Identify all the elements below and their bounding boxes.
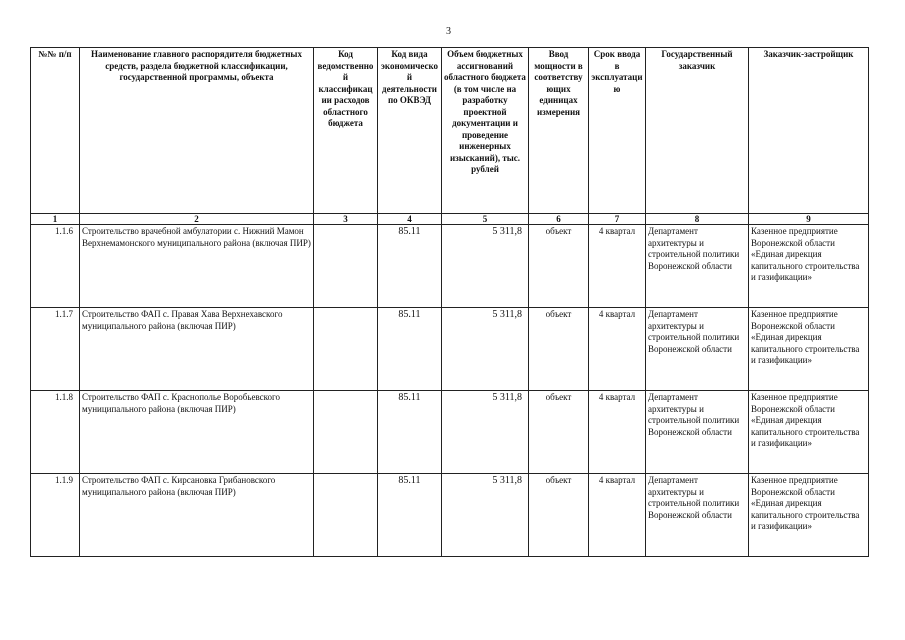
table-row xyxy=(31,474,869,557)
column-number: 2 xyxy=(80,214,314,225)
column-number-row xyxy=(31,214,869,225)
commission-term: 4 квартал xyxy=(589,391,646,474)
capacity-unit: объект xyxy=(529,225,589,308)
commission-term: 4 квартал xyxy=(589,225,646,308)
column-number: 8 xyxy=(646,214,749,225)
commission-term: 4 квартал xyxy=(589,308,646,391)
code-dept xyxy=(314,474,378,557)
object-name: Строительство ФАП с. Краснополье Воробьевского муниципального района (включая ПИР) xyxy=(80,391,314,474)
state-customer: Департамент архитектуры и строительной политики Воронежской области xyxy=(646,391,749,474)
developer: Казенное предприятие Воронежской области «Единая дирекция капитального строительства и газификации» xyxy=(749,391,869,474)
column-number: 3 xyxy=(314,214,378,225)
column-number: 1 xyxy=(31,214,80,225)
column-number: 4 xyxy=(378,214,442,225)
table-row xyxy=(31,225,869,308)
capacity-unit: объект xyxy=(529,308,589,391)
budget-volume: 5 311,8 xyxy=(442,308,529,391)
okved-code: 85.11 xyxy=(378,308,442,391)
header-term: Срок ввода в эксплуатацию xyxy=(589,48,646,214)
header-row xyxy=(31,48,869,214)
okved-code: 85.11 xyxy=(378,474,442,557)
column-number: 9 xyxy=(749,214,869,225)
developer: Казенное предприятие Воронежской области «Единая дирекция капитального строительства и газификации» xyxy=(749,225,869,308)
header-code-dept: Код ведомственной классификации расходов областного бюджета xyxy=(314,48,378,214)
column-number: 6 xyxy=(529,214,589,225)
capacity-unit: объект xyxy=(529,391,589,474)
capital-construction-table xyxy=(30,47,869,557)
code-dept xyxy=(314,308,378,391)
state-customer: Департамент архитектуры и строительной политики Воронежской области xyxy=(646,474,749,557)
header-unit: Ввод мощности в соответствующих единицах измерения xyxy=(529,48,589,214)
budget-volume: 5 311,8 xyxy=(442,474,529,557)
developer: Казенное предприятие Воронежской области «Единая дирекция капитального строительства и газификации» xyxy=(749,474,869,557)
state-customer: Департамент архитектуры и строительной политики Воронежской области xyxy=(646,225,749,308)
page-number: 3 xyxy=(446,26,451,37)
okved-code: 85.11 xyxy=(378,225,442,308)
header-state-customer: Государственный заказчик xyxy=(646,48,749,214)
capacity-unit: объект xyxy=(529,474,589,557)
header-developer: Заказчик-застройщик xyxy=(749,48,869,214)
row-number: 1.1.9 xyxy=(31,474,80,557)
table-row xyxy=(31,308,869,391)
code-dept xyxy=(314,225,378,308)
table-row xyxy=(31,391,869,474)
header-okved: Код вида экономической деятельности по ОКВЭД xyxy=(378,48,442,214)
developer: Казенное предприятие Воронежской области «Единая дирекция капитального строительства и газификации» xyxy=(749,308,869,391)
object-name: Строительство ФАП с. Кирсановка Грибановского муниципального района (включая ПИР) xyxy=(80,474,314,557)
header-num: №№ п/п xyxy=(31,48,80,214)
row-number: 1.1.8 xyxy=(31,391,80,474)
column-number: 7 xyxy=(589,214,646,225)
code-dept xyxy=(314,391,378,474)
header-name: Наименование главного распорядителя бюджетных средств, раздела бюджетной классификации, государственной программы, объекта xyxy=(80,48,314,214)
budget-volume: 5 311,8 xyxy=(442,391,529,474)
column-number: 5 xyxy=(442,214,529,225)
object-name: Строительство врачебной амбулатории с. Нижний Мамон Верхнемамонского муниципального района (включая ПИР) xyxy=(80,225,314,308)
budget-volume: 5 311,8 xyxy=(442,225,529,308)
commission-term: 4 квартал xyxy=(589,474,646,557)
state-customer: Департамент архитектуры и строительной политики Воронежской области xyxy=(646,308,749,391)
okved-code: 85.11 xyxy=(378,391,442,474)
header-volume: Объем бюджетных ассигнований областного бюджета (в том числе на разработку проектной документации и проведение инженерных изысканий), тыс. рублей xyxy=(442,48,529,214)
row-number: 1.1.6 xyxy=(31,225,80,308)
row-number: 1.1.7 xyxy=(31,308,80,391)
object-name: Строительство ФАП с. Правая Хава Верхнехавского муниципального района (включая ПИР) xyxy=(80,308,314,391)
